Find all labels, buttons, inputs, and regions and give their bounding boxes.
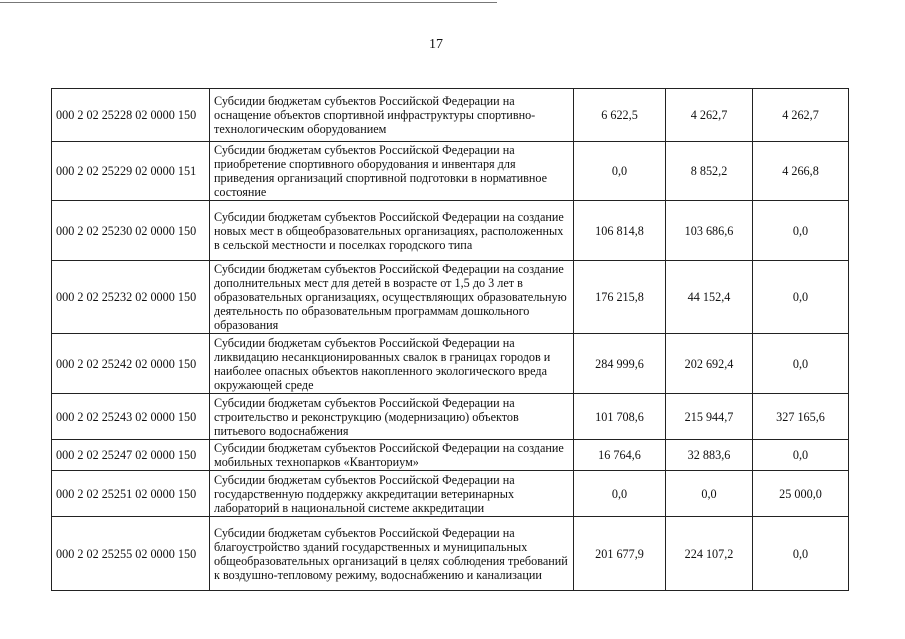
top-rule bbox=[0, 2, 497, 3]
budget-code: 000 2 02 25230 02 0000 150 bbox=[52, 201, 210, 261]
amount-col-2: 0,0 bbox=[666, 471, 753, 517]
amount-col-3: 25 000,0 bbox=[753, 471, 849, 517]
subsidy-name: Субсидии бюджетам субъектов Российской Федерации на государственную поддержку аккредитации ветеринарных лабораторий в национальной системе аккредитации bbox=[210, 471, 574, 517]
amount-col-2: 44 152,4 bbox=[666, 261, 753, 334]
amount-col-3: 4 266,8 bbox=[753, 142, 849, 201]
amount-col-1: 16 764,6 bbox=[574, 440, 666, 471]
amount-col-1: 106 814,8 bbox=[574, 201, 666, 261]
budget-code: 000 2 02 25247 02 0000 150 bbox=[52, 440, 210, 471]
amount-col-3: 4 262,7 bbox=[753, 89, 849, 142]
subsidy-name: Субсидии бюджетам субъектов Российской Федерации на ликвидацию несанкционированных свалок в границах городов и наиболее опасных объектов накопленного экологического вреда окружающей среде bbox=[210, 334, 574, 394]
subsidy-name: Субсидии бюджетам субъектов Российской Федерации на оснащение объектов спортивной инфраструктуры спортивно-технологическим оборудованием bbox=[210, 89, 574, 142]
amount-col-3: 0,0 bbox=[753, 440, 849, 471]
subsidy-name: Субсидии бюджетам субъектов Российской Федерации на приобретение спортивного оборудования и инвентаря для приведения организаций спортивной подготовки в нормативное состояние bbox=[210, 142, 574, 201]
amount-col-3: 0,0 bbox=[753, 261, 849, 334]
amount-col-2: 32 883,6 bbox=[666, 440, 753, 471]
table-row bbox=[52, 471, 849, 517]
amount-col-2: 202 692,4 bbox=[666, 334, 753, 394]
budget-code: 000 2 02 25229 02 0000 151 bbox=[52, 142, 210, 201]
subsidy-name: Субсидии бюджетам субъектов Российской Федерации на создание мобильных технопарков «Кванториум» bbox=[210, 440, 574, 471]
page-number: 17 bbox=[429, 37, 443, 52]
amount-col-2: 215 944,7 bbox=[666, 394, 753, 440]
amount-col-3: 327 165,6 bbox=[753, 394, 849, 440]
amount-col-2: 8 852,2 bbox=[666, 142, 753, 201]
table-row bbox=[52, 201, 849, 261]
budget-code: 000 2 02 25255 02 0000 150 bbox=[52, 517, 210, 591]
amount-col-2: 224 107,2 bbox=[666, 517, 753, 591]
table-row bbox=[52, 440, 849, 471]
budget-code: 000 2 02 25242 02 0000 150 bbox=[52, 334, 210, 394]
amount-col-1: 6 622,5 bbox=[574, 89, 666, 142]
amount-col-1: 176 215,8 bbox=[574, 261, 666, 334]
amount-col-1: 284 999,6 bbox=[574, 334, 666, 394]
budget-code: 000 2 02 25243 02 0000 150 bbox=[52, 394, 210, 440]
amount-col-2: 4 262,7 bbox=[666, 89, 753, 142]
subsidy-name: Субсидии бюджетам субъектов Российской Федерации на благоустройство зданий государственных и муниципальных общеобразовательных организаций в целях соблюдения требований к воздушно-тепловому режиму, водоснабжению и канализации bbox=[210, 517, 574, 591]
budget-code: 000 2 02 25251 02 0000 150 bbox=[52, 471, 210, 517]
amount-col-3: 0,0 bbox=[753, 201, 849, 261]
table-row bbox=[52, 334, 849, 394]
table-row bbox=[52, 142, 849, 201]
amount-col-1: 0,0 bbox=[574, 142, 666, 201]
amount-col-2: 103 686,6 bbox=[666, 201, 753, 261]
budget-code: 000 2 02 25232 02 0000 150 bbox=[52, 261, 210, 334]
table-row bbox=[52, 261, 849, 334]
amount-col-1: 201 677,9 bbox=[574, 517, 666, 591]
amount-col-1: 101 708,6 bbox=[574, 394, 666, 440]
table-row bbox=[52, 89, 849, 142]
budget-code: 000 2 02 25228 02 0000 150 bbox=[52, 89, 210, 142]
table-row bbox=[52, 517, 849, 591]
subsidy-name: Субсидии бюджетам субъектов Российской Федерации на создание новых мест в общеобразовательных организациях, расположенных в сельской местности и поселках городского типа bbox=[210, 201, 574, 261]
budget-table bbox=[51, 88, 849, 591]
table-row bbox=[52, 394, 849, 440]
subsidy-name: Субсидии бюджетам субъектов Российской Федерации на создание дополнительных мест для детей в возрасте от 1,5 до 3 лет в образовательных организациях, осуществляющих образовательную деятельность по образовательным программам дошкольного образования bbox=[210, 261, 574, 334]
amount-col-3: 0,0 bbox=[753, 517, 849, 591]
amount-col-3: 0,0 bbox=[753, 334, 849, 394]
amount-col-1: 0,0 bbox=[574, 471, 666, 517]
subsidy-name: Субсидии бюджетам субъектов Российской Федерации на строительство и реконструкцию (модернизацию) объектов питьевого водоснабжения bbox=[210, 394, 574, 440]
